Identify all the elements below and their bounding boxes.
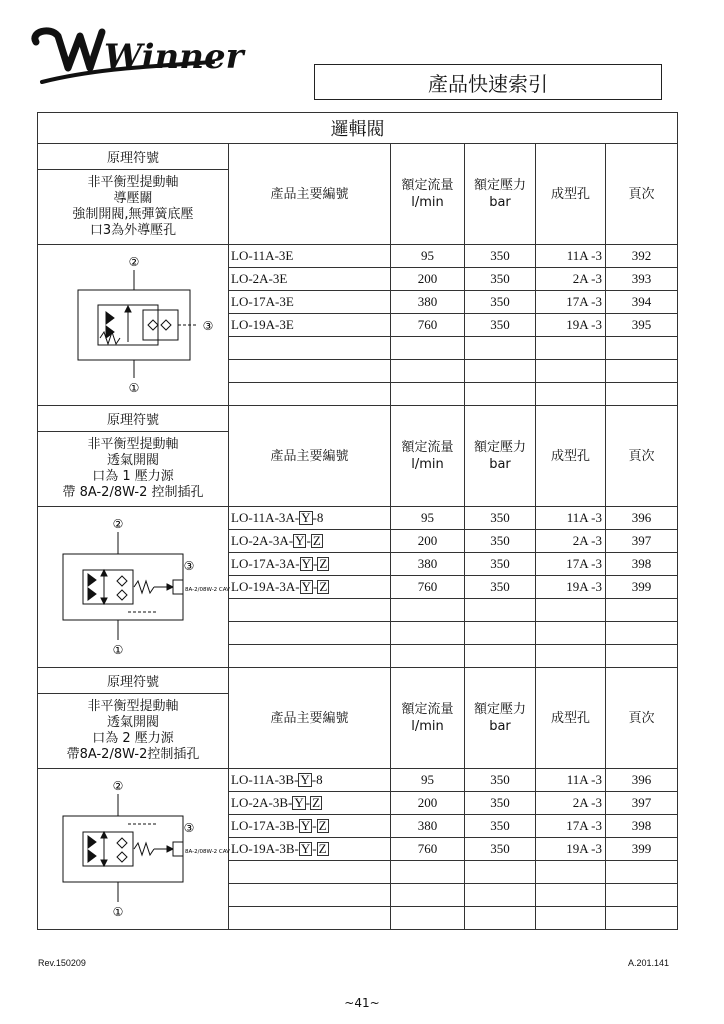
cavity-label: 8A-2/08W-2 CAV — [185, 849, 230, 855]
symbol-cell — [38, 769, 229, 930]
cavity: 11A -3 — [536, 507, 606, 530]
hydraulic-symbol — [48, 774, 230, 924]
empty-cell — [536, 360, 606, 383]
cavity: 2A -3 — [536, 530, 606, 553]
page-ref: 395 — [606, 314, 678, 337]
product-code: LO-19A-3B- Y - Z — [229, 838, 391, 861]
description-line: 口為 1 壓力源 — [92, 469, 174, 484]
port-2-label: ② — [112, 517, 124, 531]
page-number: ~41~ — [344, 996, 380, 1010]
empty-cell — [536, 884, 606, 907]
description-line: 口3為外導壓孔 — [89, 223, 177, 238]
port-3-label: ③ — [202, 319, 214, 333]
rated-pressure: 350 — [465, 245, 536, 268]
option-box: Z — [318, 841, 327, 856]
page-ref: 392 — [606, 245, 678, 268]
rated-flow: 380 — [391, 291, 465, 314]
empty-cell — [536, 599, 606, 622]
empty-cell — [465, 622, 536, 645]
product-code: LO-11A-3E — [229, 245, 391, 268]
option-box: Z — [318, 818, 327, 833]
empty-cell — [465, 861, 536, 884]
hydraulic-symbol — [48, 250, 218, 400]
cavity: 2A -3 — [536, 792, 606, 815]
option-box: Y — [301, 510, 311, 525]
table-row — [38, 769, 678, 792]
rated-pressure: 350 — [465, 815, 536, 838]
rated-flow: 200 — [391, 268, 465, 291]
rated-flow: 380 — [391, 553, 465, 576]
description-line: 非平衡型提動軸 — [87, 175, 179, 190]
principle-description — [38, 694, 229, 769]
empty-cell — [391, 622, 465, 645]
page-ref: 396 — [606, 769, 678, 792]
empty-cell — [465, 645, 536, 668]
empty-cell — [465, 599, 536, 622]
option-box: Z — [312, 795, 321, 810]
doc-code: A.201.141 — [628, 958, 670, 968]
description-line: 透氣開閥 — [106, 715, 159, 730]
rated-pressure: 350 — [465, 769, 536, 792]
option-box: Z — [319, 579, 328, 594]
empty-cell — [606, 383, 678, 406]
principle-symbol-title: 原理符號 — [38, 406, 229, 432]
rated-pressure: 350 — [465, 530, 536, 553]
product-code: LO-17A-3A- Y - Z — [229, 553, 391, 576]
cavity: 17A -3 — [536, 291, 606, 314]
empty-cell — [606, 645, 678, 668]
page-ref: 399 — [606, 576, 678, 599]
empty-cell — [391, 861, 465, 884]
rated-flow: 200 — [391, 792, 465, 815]
product-code: LO-17A-3B- Y - Z — [229, 815, 391, 838]
product-code: LO-19A-3A- Y - Z — [229, 576, 391, 599]
rated-pressure: 350 — [465, 268, 536, 291]
cavity: 11A -3 — [536, 245, 606, 268]
page-ref: 394 — [606, 291, 678, 314]
port-2-label: ② — [128, 255, 140, 269]
rated-pressure: 350 — [465, 576, 536, 599]
description-line: 帶8A-2/8W-2控制插孔 — [66, 747, 200, 762]
cavity: 19A -3 — [536, 314, 606, 337]
principle-description — [38, 432, 229, 507]
description-line: 強制開閥,無彈簧底壓 — [72, 207, 194, 222]
rated-pressure: 350 — [465, 838, 536, 861]
page-ref: 393 — [606, 268, 678, 291]
description-line: 透氣開閥 — [106, 453, 159, 468]
header-port: 成型孔 — [536, 144, 606, 245]
header-pressure: 額定壓力 bar — [465, 144, 536, 245]
table-row — [38, 507, 678, 530]
empty-cell — [536, 907, 606, 930]
cavity-label: 8A-2/08W-2 CAV — [185, 587, 230, 593]
empty-cell — [229, 907, 391, 930]
description-line: 口為 2 壓力源 — [92, 731, 174, 746]
empty-cell — [536, 337, 606, 360]
description-line: 非平衡型提動軸 — [87, 437, 179, 452]
rated-pressure: 350 — [465, 507, 536, 530]
port-3-label: ③ — [183, 559, 195, 573]
empty-cell — [391, 599, 465, 622]
empty-cell — [465, 337, 536, 360]
rated-pressure: 350 — [465, 553, 536, 576]
option-box: Y — [295, 533, 305, 548]
empty-cell — [229, 360, 391, 383]
logo-text: Winner — [104, 37, 244, 77]
product-code: LO-2A-3A- Y - Z — [229, 530, 391, 553]
option-box: Y — [300, 772, 310, 787]
page-ref: 396 — [606, 507, 678, 530]
port-1-label: ① — [112, 905, 124, 919]
port-1-label: ① — [112, 643, 124, 657]
option-box: Y — [301, 556, 311, 571]
header-pressure: 額定壓力 bar — [465, 668, 536, 769]
port-3-label: ③ — [183, 821, 195, 835]
product-code: LO-2A-3B- Y - Z — [229, 792, 391, 815]
cavity: 19A -3 — [536, 838, 606, 861]
empty-cell — [536, 622, 606, 645]
cavity: 17A -3 — [536, 815, 606, 838]
description-line: 非平衡型提動軸 — [87, 699, 179, 714]
empty-cell — [536, 861, 606, 884]
cavity: 19A -3 — [536, 576, 606, 599]
empty-cell — [465, 907, 536, 930]
header-flow: 額定流量 l/min — [391, 668, 465, 769]
header-code: 產品主要編號 — [229, 668, 391, 769]
page-ref: 399 — [606, 838, 678, 861]
option-box: Y — [300, 841, 311, 856]
header-port: 成型孔 — [536, 668, 606, 769]
rated-flow: 95 — [391, 507, 465, 530]
empty-cell — [229, 337, 391, 360]
empty-cell — [391, 383, 465, 406]
header-code: 產品主要編號 — [229, 144, 391, 245]
option-box: Z — [312, 533, 321, 548]
empty-cell — [606, 907, 678, 930]
hydraulic-symbol — [48, 512, 230, 662]
port-1-label: ① — [128, 381, 140, 395]
principle-description — [38, 170, 229, 245]
page-ref: 397 — [606, 530, 678, 553]
rated-flow: 760 — [391, 838, 465, 861]
empty-cell — [465, 884, 536, 907]
empty-cell — [229, 884, 391, 907]
header-page: 頁次 — [606, 144, 678, 245]
product-code: LO-17A-3E — [229, 291, 391, 314]
empty-cell — [391, 884, 465, 907]
header-code: 產品主要編號 — [229, 406, 391, 507]
empty-cell — [606, 360, 678, 383]
rated-flow: 760 — [391, 576, 465, 599]
rated-pressure: 350 — [465, 792, 536, 815]
principle-symbol-title: 原理符號 — [38, 144, 229, 170]
winner-logo — [28, 22, 244, 92]
table-row — [38, 245, 678, 268]
description-line: 導壓關 — [113, 191, 153, 206]
rated-flow: 95 — [391, 769, 465, 792]
page-title: 產品快速索引 — [314, 64, 662, 100]
revision-label: Rev.150209 — [38, 958, 86, 968]
principle-symbol-title: 原理符號 — [38, 668, 229, 694]
product-code: LO-19A-3E — [229, 314, 391, 337]
header-port: 成型孔 — [536, 406, 606, 507]
option-box: Y — [300, 818, 311, 833]
symbol-cell — [38, 245, 229, 406]
rated-flow: 95 — [391, 245, 465, 268]
header-flow: 額定流量 l/min — [391, 406, 465, 507]
category-title: 邏輯閥 — [38, 113, 678, 144]
empty-cell — [391, 907, 465, 930]
page-ref: 398 — [606, 815, 678, 838]
rated-pressure: 350 — [465, 291, 536, 314]
empty-cell — [229, 383, 391, 406]
empty-cell — [229, 599, 391, 622]
empty-cell — [229, 645, 391, 668]
option-box: Y — [301, 579, 311, 594]
header-flow: 額定流量 l/min — [391, 144, 465, 245]
product-code: LO-2A-3E — [229, 268, 391, 291]
page-ref: 397 — [606, 792, 678, 815]
empty-cell — [536, 645, 606, 668]
empty-cell — [229, 861, 391, 884]
empty-cell — [465, 360, 536, 383]
header-pressure: 額定壓力 bar — [465, 406, 536, 507]
option-box: Y — [294, 795, 304, 810]
rated-flow: 760 — [391, 314, 465, 337]
empty-cell — [465, 383, 536, 406]
empty-cell — [391, 360, 465, 383]
cavity: 17A -3 — [536, 553, 606, 576]
empty-cell — [391, 337, 465, 360]
empty-cell — [606, 599, 678, 622]
empty-cell — [606, 861, 678, 884]
header-page: 頁次 — [606, 406, 678, 507]
page-ref: 398 — [606, 553, 678, 576]
rated-pressure: 350 — [465, 314, 536, 337]
empty-cell — [606, 622, 678, 645]
header-page: 頁次 — [606, 668, 678, 769]
cavity: 2A -3 — [536, 268, 606, 291]
symbol-cell — [38, 507, 229, 668]
rated-flow: 380 — [391, 815, 465, 838]
empty-cell — [606, 884, 678, 907]
empty-cell — [606, 337, 678, 360]
product-code: LO-11A-3A- Y -8 — [229, 507, 391, 530]
empty-cell — [229, 622, 391, 645]
port-2-label: ② — [112, 779, 124, 793]
rated-flow: 200 — [391, 530, 465, 553]
product-code: LO-11A-3B- Y -8 — [229, 769, 391, 792]
empty-cell — [391, 645, 465, 668]
option-box: Z — [319, 556, 328, 571]
empty-cell — [536, 383, 606, 406]
description-line: 帶 8A-2/8W-2 控制插孔 — [62, 485, 204, 500]
cavity: 11A -3 — [536, 769, 606, 792]
product-index-table — [37, 112, 678, 930]
